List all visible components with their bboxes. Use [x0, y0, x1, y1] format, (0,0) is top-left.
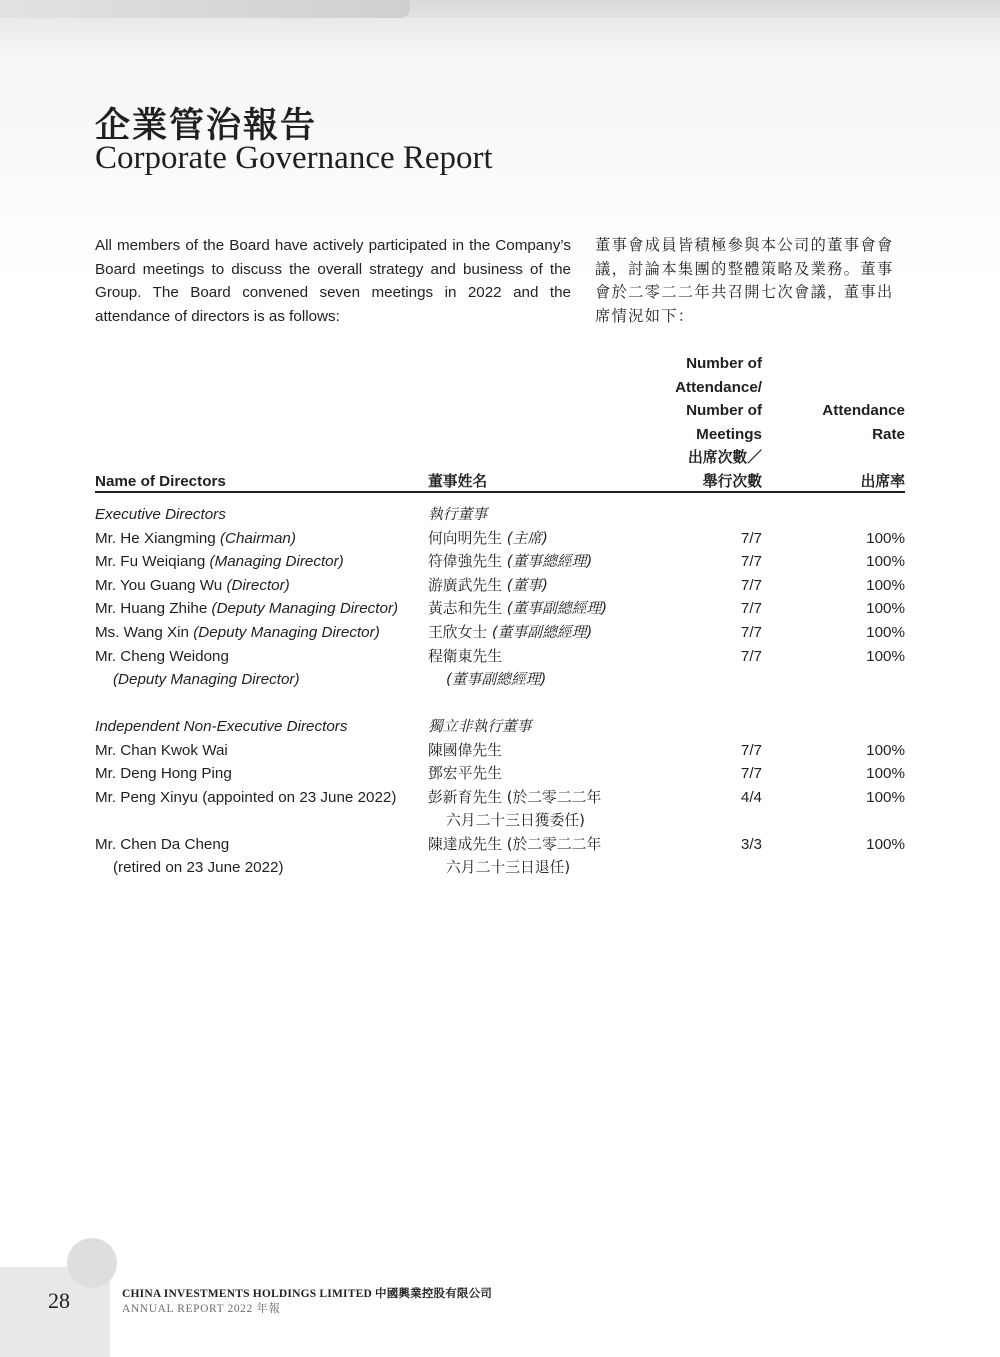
table-row: [0, 645, 1000, 669]
director-name-english: Mr. He Xiangming (Chairman): [95, 530, 296, 547]
header-rate-line: Attendance: [822, 402, 905, 419]
attendance-rate: 100%: [866, 765, 905, 782]
attendance-count: 7/7: [740, 577, 762, 594]
header-directors-name-chinese: 董事姓名: [428, 473, 488, 490]
director-name-chinese: 陳國偉先生: [428, 742, 502, 759]
attendance-count: 4/4: [740, 789, 762, 806]
director-name-english: Mr. Cheng Weidong: [95, 648, 229, 665]
director-name-english: Mr. Huang Zhihe (Deputy Managing Director): [95, 600, 399, 617]
director-role-english: (Deputy Managing Director): [113, 671, 300, 688]
table-row-continuation: [0, 856, 1000, 880]
director-note-english: (retired on 23 June 2022): [113, 859, 284, 876]
attendance-count: 7/7: [740, 742, 762, 759]
director-name-chinese: 王欣女士 (董事副總經理): [428, 624, 593, 641]
director-name-chinese: 陳達成先生 (於二零二二年: [428, 836, 602, 853]
attendance-rate: 100%: [866, 577, 905, 594]
page-number: 28: [48, 1288, 70, 1313]
director-name-chinese: 游廣武先生 (董事): [428, 577, 548, 594]
header-attendance-rate: [822, 399, 905, 493]
table-row: [0, 574, 1000, 598]
table-row: [0, 550, 1000, 574]
footer-company-name: CHINA INVESTMENTS HOLDINGS LIMITED 中國興業控股有限公司: [122, 1288, 493, 1300]
attendance-count: 7/7: [740, 530, 762, 547]
header-attendance-line: Number of: [686, 355, 762, 372]
attendance-count: 7/7: [740, 553, 762, 570]
director-name-english: Ms. Wang Xin (Deputy Managing Director): [95, 624, 380, 641]
director-name-chinese: 何向明先生 (主席): [428, 530, 548, 547]
attendance-count: 3/3: [740, 836, 762, 853]
director-name-chinese: 符偉強先生 (董事總經理): [428, 553, 593, 570]
header-name-of-directors: Name of Directors: [95, 473, 226, 490]
header-attendance-line: Meetings: [696, 425, 762, 443]
section-label-chinese: 執行董事: [428, 506, 488, 523]
attendance-count: 7/7: [740, 600, 762, 617]
top-band-gradient: [0, 18, 1000, 62]
director-role-chinese: (董事副總經理): [446, 671, 547, 688]
table-row: [0, 621, 1000, 645]
attendance-rate: 100%: [866, 624, 905, 641]
attendance-rate: 100%: [866, 648, 905, 665]
table-section-heading: [0, 503, 1000, 527]
intro-paragraph-english: All members of the Board have actively participated in the Company’s Board meetings to discuss the overall strategy and business of the Group. The Board convened seven meetings in 2022 and the attendance of directors is as follows:: [95, 237, 571, 325]
attendance-count: 7/7: [740, 648, 762, 665]
section-label-english: Independent Non-Executive Directors: [95, 718, 348, 735]
footer-report-label: ANNUAL REPORT 2022 年報: [122, 1303, 281, 1315]
attendance-count: 7/7: [740, 765, 762, 782]
top-band-shape: [0, 0, 410, 18]
director-name-english: Mr. Deng Hong Ping: [95, 765, 232, 782]
page-title-english: Corporate Governance Report: [95, 140, 493, 176]
header-attendance-line: 舉行次數: [702, 472, 762, 490]
director-name-chinese: 程衛東先生: [428, 648, 502, 665]
director-name-chinese: 黃志和先生 (董事副總經理): [428, 600, 608, 617]
director-name-english: Mr. Fu Weiqiang (Managing Director): [95, 553, 344, 570]
attendance-rate: 100%: [866, 553, 905, 570]
header-attendance-line: Number of: [686, 402, 762, 420]
top-decorative-band: [0, 0, 1000, 62]
attendance-rate: 100%: [866, 530, 905, 547]
header-attendance-line: Attendance/: [675, 378, 762, 396]
header-rate-line: Rate: [872, 425, 905, 443]
director-name-chinese: 鄧宏平先生: [428, 765, 502, 782]
header-attendance: [675, 352, 762, 494]
table-row: [0, 833, 1000, 857]
attendance-rate: 100%: [866, 742, 905, 759]
page-title-chinese: 企業管治報告: [95, 106, 318, 146]
director-name-english: Mr. You Guang Wu (Director): [95, 577, 290, 594]
table-row: [0, 739, 1000, 763]
table-row: [0, 597, 1000, 621]
header-attendance-line: 出席次數／: [688, 449, 762, 467]
table-row-continuation: [0, 668, 1000, 692]
table-row-continuation: [0, 809, 1000, 833]
table-header-rule: [95, 491, 905, 493]
table-section-heading: [0, 715, 1000, 739]
director-name-english: Mr. Peng Xinyu (appointed on 23 June 2022): [95, 789, 397, 806]
table-row: [0, 527, 1000, 551]
director-name-chinese: 彭新育先生 (於二零二二年: [428, 789, 602, 806]
table-row: [0, 786, 1000, 810]
attendance-rate: 100%: [866, 600, 905, 617]
table-row: [0, 762, 1000, 786]
header-rate-line: 出席率: [860, 472, 905, 490]
director-note-chinese: 六月二十三日退任): [446, 859, 571, 876]
attendance-rate: 100%: [866, 836, 905, 853]
intro-paragraph-chinese: 董事會成員皆積極參與本公司的董事會會議，討論本集團的整體策略及業務。董事會於二零二二年共召開七次會議，董事出席情況如下：: [595, 236, 894, 325]
attendance-rate: 100%: [866, 789, 905, 806]
section-label-chinese: 獨立非執行董事: [428, 718, 532, 735]
attendance-count: 7/7: [740, 624, 762, 641]
director-name-english: Mr. Chan Kwok Wai: [95, 742, 228, 759]
section-label-english: Executive Directors: [95, 506, 226, 523]
footer-decorative-circle: [67, 1238, 117, 1288]
director-note-chinese: 六月二十三日獲委任): [446, 812, 585, 829]
director-name-english: Mr. Chen Da Cheng: [95, 836, 230, 853]
